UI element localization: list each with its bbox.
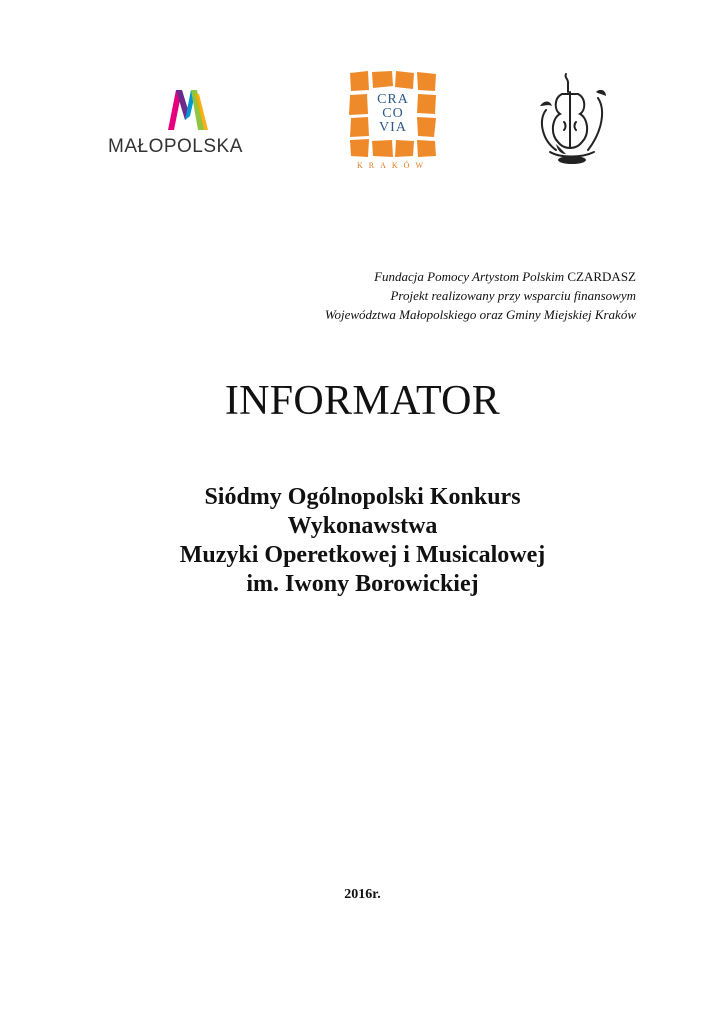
cracovia-logo: [345, 70, 441, 174]
subtitle-line-1: Siódmy Ogólnopolski Konkurs: [204, 484, 521, 510]
foundation-info: [216, 267, 636, 324]
malopolska-wordmark: MAŁOPOLSKA: [108, 136, 243, 157]
cracovia-line-1: CRA: [377, 92, 409, 107]
malopolska-logo: [108, 86, 263, 161]
violin-emblem-icon: [536, 70, 608, 170]
subtitle-line-3: Muzyki Operetkowej i Musicalowej: [179, 542, 546, 568]
foundation-name: [216, 267, 636, 286]
document-year: 2016r.: [344, 887, 381, 902]
subtitle-line-4: im. Iwony Borowickiej: [246, 571, 479, 597]
foundation-brand: CZARDASZ: [567, 269, 636, 284]
czardasz-logo: [536, 70, 608, 170]
document-title: INFORMATOR: [224, 378, 501, 424]
cracovia-line-2: CO: [382, 106, 404, 121]
foundation-line-3: Województwa Małopolskiego oraz Gminy Miejskiej Kraków: [324, 307, 636, 322]
malopolska-m-icon: [164, 86, 210, 132]
foundation-line-2: Projekt realizowany przy wsparciu finansowym: [390, 288, 636, 303]
cracovia-wordmark: [371, 93, 415, 135]
foundation-name-italic: Fundacja Pomocy Artystom Polskim: [374, 269, 565, 284]
competition-subtitle: [0, 483, 725, 599]
cracovia-line-3: VIA: [379, 120, 407, 135]
krakow-caption: KRAKÓW: [357, 161, 429, 170]
subtitle-line-2: Wykonawstwa: [287, 513, 438, 539]
